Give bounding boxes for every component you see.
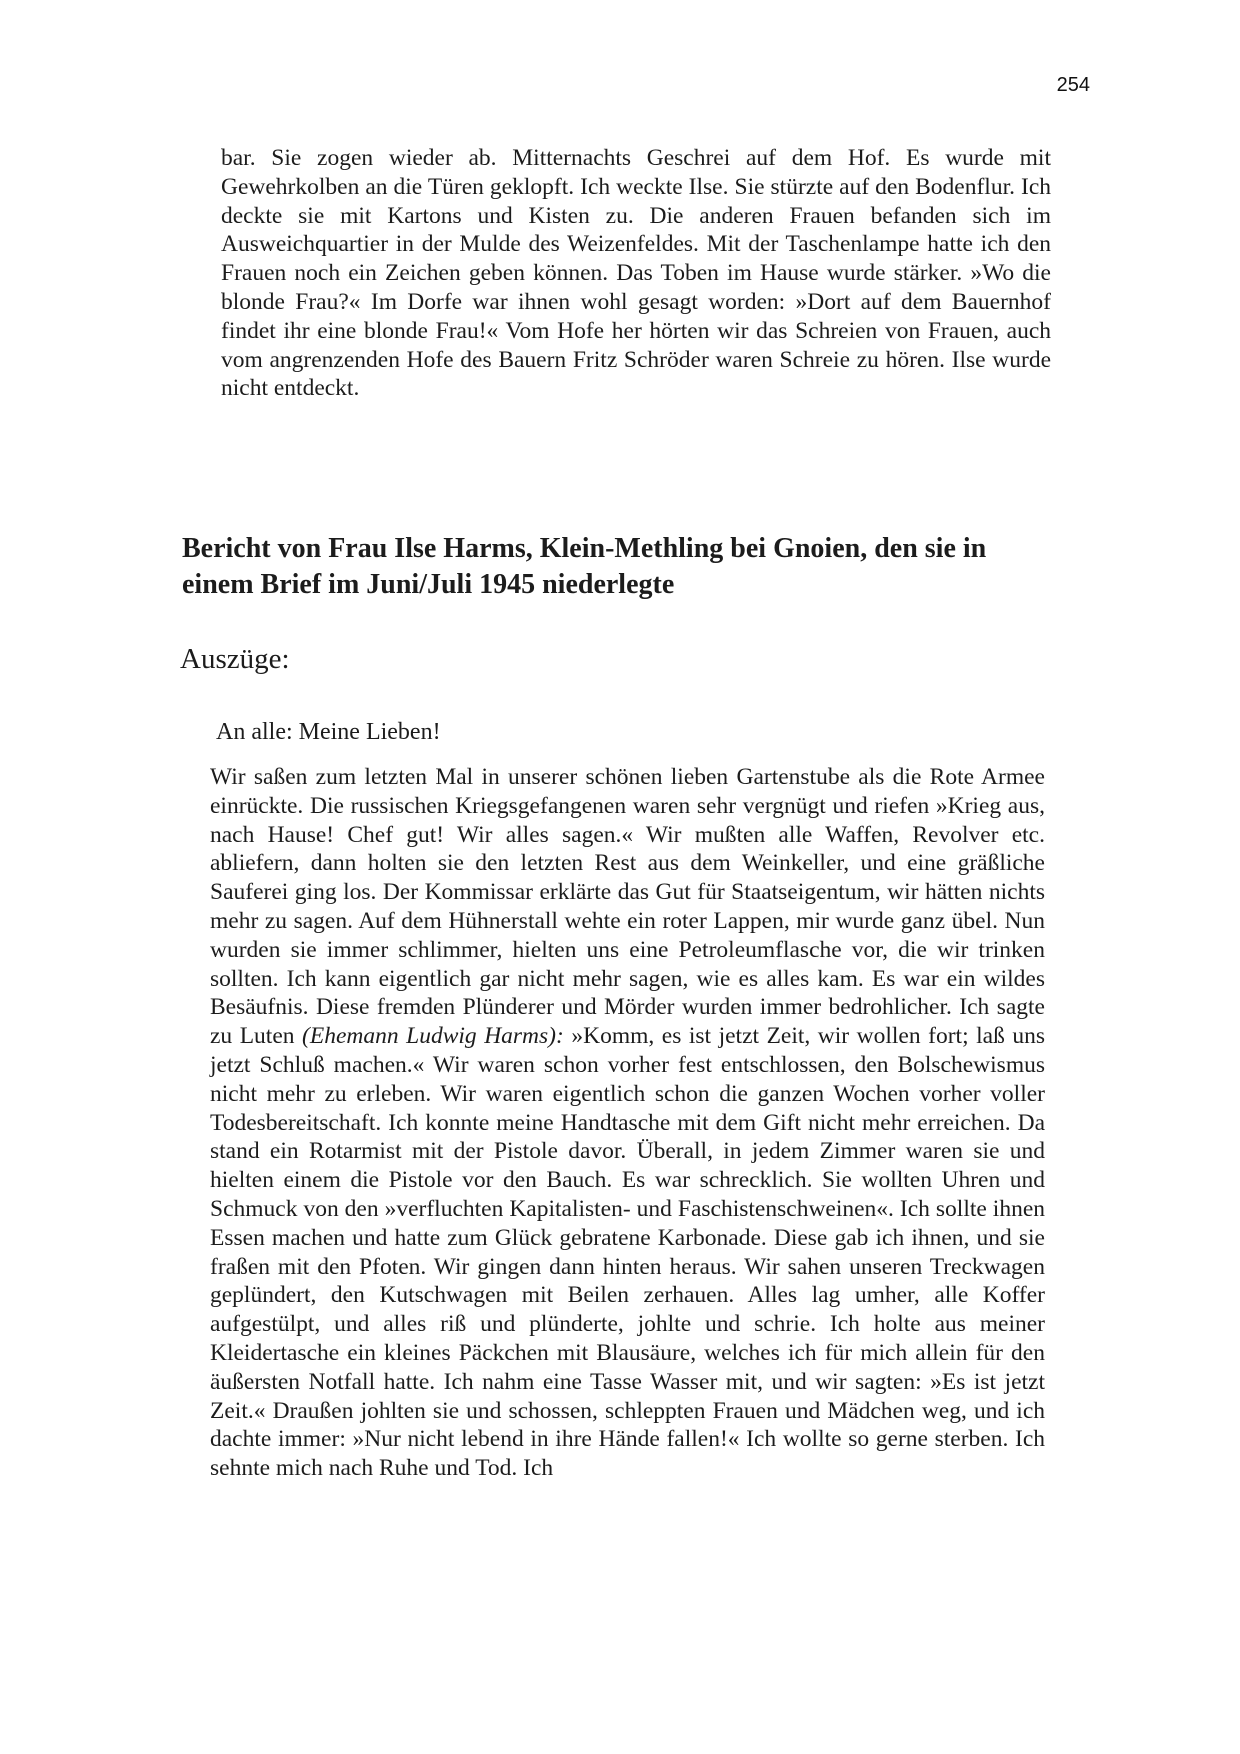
subheading: Auszüge: xyxy=(180,643,290,675)
page-number: 254 xyxy=(1056,74,1090,96)
top-paragraph: bar. Sie zogen wieder ab. Mitternachts Geschrei auf dem Hof. Es wurde mit Gewehrkolben an die Türen geklopft. Ich weckte Ilse. Sie stürzte auf den Bodenflur. Ich deckte sie mit Kartons und Kisten zu. Die anderen Frauen befanden sich im Ausweichquartier in der Mulde des Weizenfeldes. Mit der Taschenlampe hatte ich den Frauen noch ein Zeichen geben können. Das Toben im Hause wurde stärker. »Wo die blonde Frau?« Im Dorfe war ihnen wohl gesagt worden: »Dort auf dem Bauernhof findet ihr eine blonde Frau!« Vom Hofe her hörten wir das Schreien von Frauen, auch vom angrenzenden Hofe des Bauern Fritz Schröder waren Schreie zu hören. Ilse wurde nicht entdeckt. xyxy=(221,145,1051,402)
letter-salutation: An alle: Meine Lieben! xyxy=(216,719,441,745)
letter-body xyxy=(210,763,1045,1483)
section-heading: Bericht von Frau Ilse Harms, Klein-Methling bei Gnoien, den sie in einem Brief im Juni/Juli 1945 niederlegte xyxy=(182,533,987,600)
editorial-annotation: (Ehemann Ludwig Harms): xyxy=(302,1023,564,1050)
letter-body-part2: »Komm, es ist jetzt Zeit, wir wollen fort; laß uns jetzt Schluß machen.« Wir waren schon vorher fest entschlossen, den Bolschewismus nicht mehr zu erleben. Wir waren eigentlich schon die ganzen Wochen vorher voller Todesbereitschaft. Ich konnte meine Handtasche mit dem Gift nicht mehr erreichen. Da stand ein Rotarmist mit der Pistole davor. Überall, in jedem Zimmer waren sie und hielten einem die Pistole vor den Bauch. Es war schrecklich. Sie wollten Uhren und Schmuck von den »verfluchten Kapitalisten- und Faschistenschweinen«. Ich sollte ihnen Essen machen und hatte zum Glück gebratene Karbonade. Diese gab ich ihnen, und sie fraßen mit den Pfoten. Wir gingen dann hinten heraus. Wir sahen unseren Treckwagen geplündert, den Kutschwagen mit Beilen zerhauen. Alles lag umher, alle Koffer aufgestülpt, und alles riß und plünderte, johlte und schrie. Ich holte aus meiner Kleidertasche ein kleines Päckchen mit Blausäure, welches ich für mich allein für den äußersten Notfall hatte. Ich nahm eine Tasse Wasser mit, und wir sagten: »Es ist jetzt Zeit.« Draußen johlten sie und schossen, schleppten Frauen und Mädchen weg, und ich dachte immer: »Nur nicht lebend in ihre Hände fallen!« Ich wollte so gerne sterben. Ich sehnte mich nach Ruhe und Tod. Ich xyxy=(210,1023,1045,1482)
letter-body-part1: Wir saßen zum letzten Mal in unserer schönen lieben Gartenstube als die Rote Armee einrückte. Die russischen Kriegsgefangenen waren sehr vergnügt und riefen »Krieg aus, nach Hause! Chef gut! Wir alles sagen.« Wir mußten alle Waffen, Revolver etc. abliefern, dann holten sie den letzten Rest aus dem Weinkeller, und eine gräßliche Sauferei ging los. Der Kommissar erklärte das Gut für Staatseigentum, wir hätten nichts mehr zu sagen. Auf dem Hühnerstall wehte ein roter Lappen, mir wurde ganz übel. Nun wurden sie immer schlimmer, hielten uns eine Petroleumflasche vor, die wir trinken sollten. Ich kann eigentlich gar nicht mehr sagen, wie es alles kam. Es war ein wildes Besäufnis. Diese fremden Plünderer und Mörder wurden immer bedrohlicher. Ich sagte zu Luten xyxy=(210,764,1045,1050)
